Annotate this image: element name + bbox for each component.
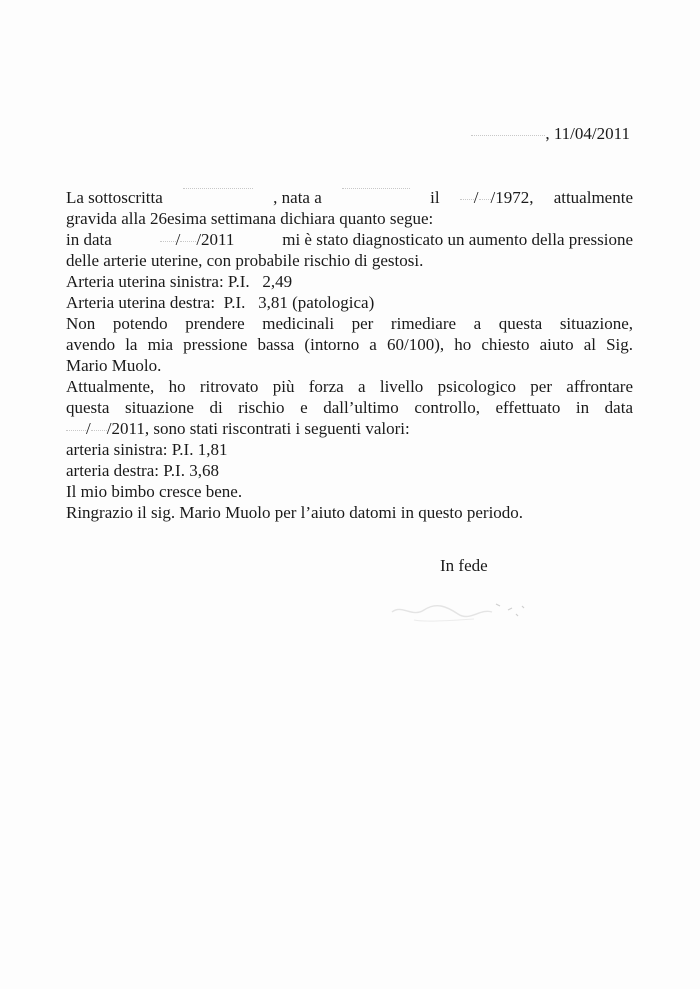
letter-body: [66, 187, 633, 523]
letter-line-10: Attualmente, ho ritrovato più forza a livello psicologico per affrontare: [66, 377, 633, 396]
text-il: il: [430, 188, 440, 207]
text-diagnosis: mi è stato diagnosticato un aumento della pressione: [282, 230, 633, 249]
text-sottoscritta: La sottoscritta: [66, 188, 163, 207]
birth-year: /1972,: [490, 188, 534, 207]
date-line: [471, 124, 630, 144]
letter-line-9: Mario Muolo.: [66, 356, 162, 375]
redacted-place: [471, 134, 545, 136]
redacted-diagnosis-month: [180, 240, 196, 242]
control-date-separator: /: [86, 419, 91, 438]
text-control-values: /2011, sono stati riscontrati i seguenti valori:: [106, 419, 410, 438]
birth-date-separator: /: [473, 188, 479, 207]
redacted-control-day: [66, 429, 86, 431]
letter-line-3: [66, 229, 633, 250]
diagnosis-date-separator: /: [175, 230, 181, 249]
diagnosis-year: /2011: [196, 230, 235, 249]
letter-line-8: avendo la mia pressione bassa (intorno a 60/100), ho chiesto aiuto al Sig.: [66, 335, 633, 354]
letter-line-7: Non potendo prendere medicinali per rimediare a questa situazione,: [66, 314, 633, 333]
text-nata-a: , nata a: [273, 188, 322, 207]
redacted-diagnosis-day: [160, 240, 176, 242]
diagnosis-date: [160, 229, 235, 250]
redacted-control-month: [91, 429, 107, 431]
letter-line-13: arteria sinistra: P.I. 1,81: [66, 440, 228, 459]
closing-in-fede: In fede: [440, 556, 488, 575]
letter-line-15: Il mio bimbo cresce bene.: [66, 482, 243, 501]
letter-date: , 11/04/2011: [545, 124, 630, 143]
letter-line-12: [66, 418, 633, 439]
letter-line-1: [66, 187, 633, 208]
letter-line-16: Ringrazio il sig. Mario Muolo per l’aiuto datomi in questo periodo.: [66, 503, 524, 522]
redacted-birthplace: [342, 187, 410, 189]
letter-line-11: questa situazione di rischio e dall’ultimo controllo, effettuato in data: [66, 398, 633, 417]
text-in-data: in data: [66, 230, 112, 249]
redacted-birth-month: [479, 198, 491, 200]
birth-date: [460, 187, 534, 208]
redacted-name: [183, 187, 253, 189]
redacted-birth-day: [460, 198, 474, 200]
letter-line-6: Arteria uterina destra: P.I. 3,81 (patologica): [66, 293, 375, 312]
letter-line-5: Arteria uterina sinistra: P.I. 2,49: [66, 272, 293, 291]
letter-line-4: delle arterie uterine, con probabile rischio di gestosi.: [66, 251, 424, 270]
letter-line-2: gravida alla 26esima settimana dichiara quanto segue:: [66, 209, 434, 228]
letter-line-14: arteria destra: P.I. 3,68: [66, 461, 219, 480]
redacted-signature: [384, 594, 534, 628]
text-attualmente: attualmente: [553, 188, 633, 207]
